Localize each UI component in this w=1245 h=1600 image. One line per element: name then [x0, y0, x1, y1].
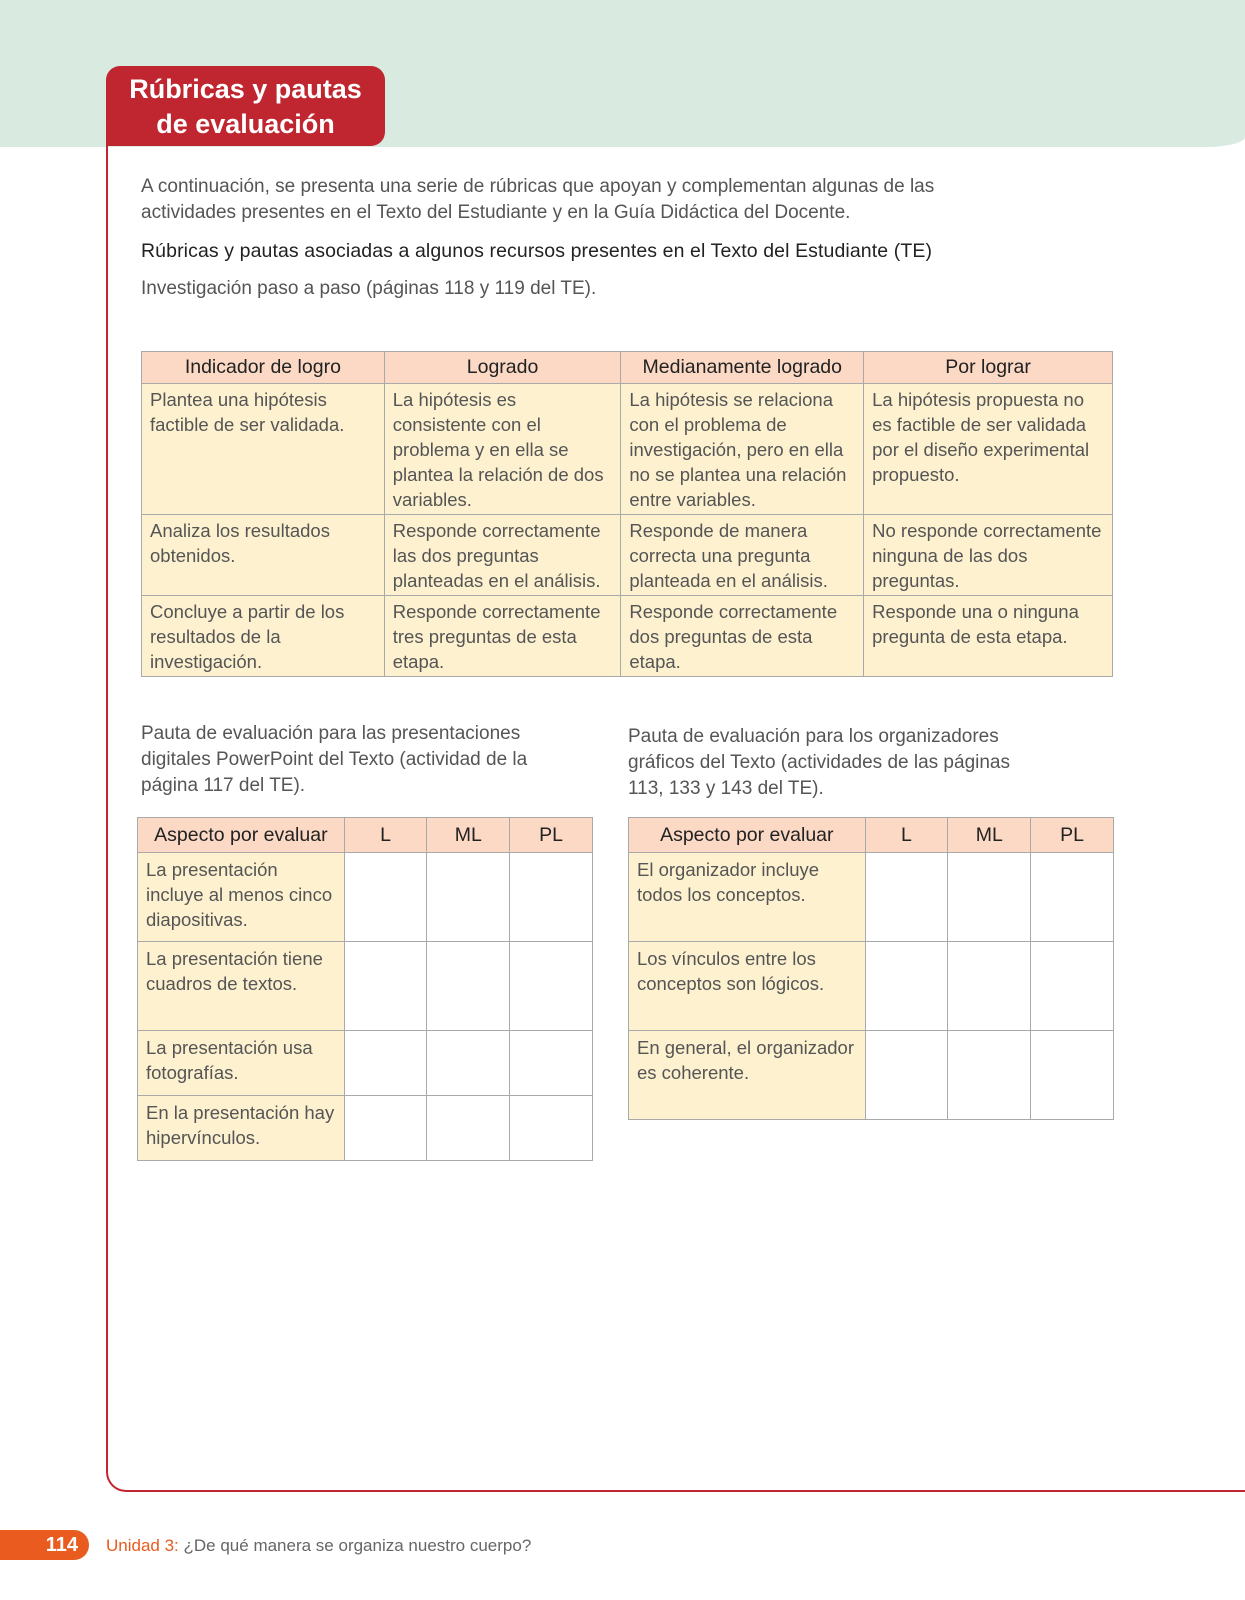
subheading: Rúbricas y pautas asociadas a algunos recursos presentes en el Texto del Estudiante (TE) [141, 240, 933, 262]
score-cell-l[interactable] [344, 1096, 427, 1161]
investigation-label: Investigación paso a paso (páginas 118 y 119 del TE). [141, 278, 597, 299]
footer-unit-label: Unidad 3: [106, 1536, 179, 1555]
rubric-header-cell: Indicador de logro [142, 352, 385, 384]
score-cell-l[interactable] [865, 853, 948, 942]
score-cell-pl[interactable] [1031, 853, 1114, 942]
table-row [142, 515, 1113, 596]
aspect-cell: Los vínculos entre los conceptos son lógicos. [629, 942, 866, 1031]
aspect-cell: En la presentación hay hipervínculos. [138, 1096, 345, 1161]
pauta-left-table [137, 817, 593, 1161]
pauta-header-row [138, 818, 593, 853]
rubric-header-row [142, 352, 1113, 384]
rubric-header-cell: Logrado [384, 352, 621, 384]
rubric-cell: Plantea una hipótesis factible de ser validada. [142, 384, 385, 515]
rubric-table [141, 351, 1113, 677]
score-cell-ml[interactable] [948, 1031, 1031, 1120]
pauta-header-cell: L [344, 818, 427, 853]
pauta-header-cell: Aspecto por evaluar [629, 818, 866, 853]
rubric-cell: Responde correctamente tres preguntas de esta etapa. [384, 596, 621, 677]
score-cell-pl[interactable] [510, 942, 593, 1031]
rubric-cell: La hipótesis se relaciona con el problema de investigación, pero en ella no se plantea una relación entre variables. [621, 384, 864, 515]
page-frame [106, 140, 1245, 1492]
aspect-cell: El organizador incluye todos los conceptos. [629, 853, 866, 942]
section-title [106, 66, 385, 146]
rubric-cell: Responde una o ninguna pregunta de esta etapa. [864, 596, 1113, 677]
score-cell-pl[interactable] [510, 1096, 593, 1161]
pauta-header-cell: ML [948, 818, 1031, 853]
score-cell-ml[interactable] [427, 1096, 510, 1161]
aspect-cell: La presentación usa fotografías. [138, 1031, 345, 1096]
table-row [142, 596, 1113, 677]
footer-unit-title: ¿De qué manera se organiza nuestro cuerpo? [183, 1536, 532, 1555]
table-row [138, 1096, 593, 1161]
aspect-cell: La presentación tiene cuadros de textos. [138, 942, 345, 1031]
intro-paragraph: A continuación, se presenta una serie de rúbricas que apoyan y complementan algunas de las actividades presentes en el Texto del Estudiante y en la Guía Didáctica del Docente. [141, 176, 935, 223]
pauta-header-cell: ML [427, 818, 510, 853]
pauta-right-title: Pauta de evaluación para los organizadores gráficos del Texto (actividades de las páginas 113, 133 y 143 del TE). [628, 726, 1010, 799]
score-cell-ml[interactable] [427, 942, 510, 1031]
section-title-line-1: Rúbricas y pautas [129, 74, 362, 104]
score-cell-l[interactable] [344, 1031, 427, 1096]
rubric-cell: La hipótesis es consistente con el problema y en ella se plantea la relación de dos variables. [384, 384, 621, 515]
rubric-cell: Responde correctamente dos preguntas de esta etapa. [621, 596, 864, 677]
rubric-header-cell: Medianamente logrado [621, 352, 864, 384]
score-cell-l[interactable] [865, 942, 948, 1031]
pauta-header-cell: L [865, 818, 948, 853]
table-row [138, 942, 593, 1031]
pauta-header-row [629, 818, 1114, 853]
score-cell-pl[interactable] [510, 1031, 593, 1096]
rubric-cell: Concluye a partir de los resultados de la investigación. [142, 596, 385, 677]
score-cell-l[interactable] [865, 1031, 948, 1120]
score-cell-ml[interactable] [427, 853, 510, 942]
pauta-right-table [628, 817, 1114, 1120]
score-cell-l[interactable] [344, 942, 427, 1031]
pauta-header-cell: Aspecto por evaluar [138, 818, 345, 853]
table-row [142, 384, 1113, 515]
rubric-cell: La hipótesis propuesta no es factible de ser validada por el diseño experimental propuesto. [864, 384, 1113, 515]
score-cell-ml[interactable] [948, 853, 1031, 942]
table-row [138, 1031, 593, 1096]
table-row [629, 853, 1114, 942]
score-cell-pl[interactable] [510, 853, 593, 942]
pauta-header-cell: PL [1031, 818, 1114, 853]
rubric-header-cell: Por lograr [864, 352, 1113, 384]
pauta-header-cell: PL [510, 818, 593, 853]
section-title-line-2: de evaluación [156, 109, 335, 139]
score-cell-pl[interactable] [1031, 942, 1114, 1031]
page-number: 114 [0, 1530, 89, 1560]
rubric-cell: Analiza los resultados obtenidos. [142, 515, 385, 596]
footer-unit [106, 1533, 531, 1559]
aspect-cell: La presentación incluye al menos cinco diapositivas. [138, 853, 345, 942]
score-cell-ml[interactable] [427, 1031, 510, 1096]
score-cell-ml[interactable] [948, 942, 1031, 1031]
table-row [629, 942, 1114, 1031]
score-cell-pl[interactable] [1031, 1031, 1114, 1120]
rubric-cell: Responde de manera correcta una pregunta planteada en el análisis. [621, 515, 864, 596]
score-cell-l[interactable] [344, 853, 427, 942]
table-row [138, 853, 593, 942]
aspect-cell: En general, el organizador es coherente. [629, 1031, 866, 1120]
table-row [629, 1031, 1114, 1120]
rubric-cell: No responde correctamente ninguna de las dos preguntas. [864, 515, 1113, 596]
pauta-left-title: Pauta de evaluación para las presentaciones digitales PowerPoint del Texto (actividad de la página 117 del TE). [141, 723, 528, 796]
rubric-cell: Responde correctamente las dos preguntas planteadas en el análisis. [384, 515, 621, 596]
